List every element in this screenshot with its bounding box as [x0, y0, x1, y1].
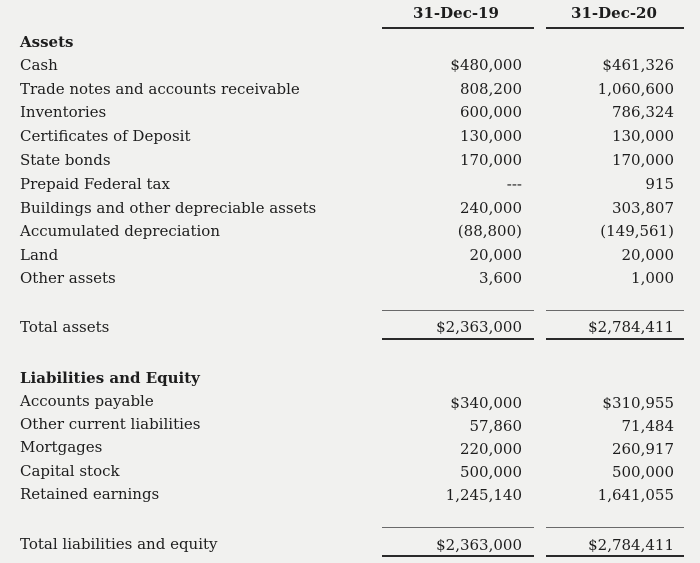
asset-value-2019: 130,000 — [459, 127, 522, 145]
asset-value-2020: 20,000 — [621, 246, 674, 264]
asset-value-2020: (149,561) — [600, 222, 674, 240]
asset-value-2020: 1,000 — [631, 269, 674, 287]
liability-label: Retained earnings — [20, 485, 160, 503]
liability-value-2020: 1,641,055 — [597, 486, 674, 504]
liability-value-2020: 71,484 — [621, 417, 674, 435]
liability-value-2019: $340,000 — [450, 394, 522, 412]
asset-value-2019: --- — [506, 175, 522, 193]
asset-value-2020: 170,000 — [611, 151, 674, 169]
liability-value-2019: 500,000 — [459, 463, 522, 481]
asset-label: Certificates of Deposit — [20, 127, 191, 145]
liability-value-2020: 260,917 — [611, 440, 674, 458]
asset-value-2019: 20,000 — [469, 246, 522, 264]
total-assets-rule-2020 — [546, 310, 684, 311]
header-underline-2019 — [382, 27, 534, 29]
liability-value-2019: 1,245,140 — [445, 486, 522, 504]
total-assets-2020: $2,784,411 — [588, 318, 674, 336]
assets-heading: Assets — [20, 33, 74, 51]
asset-label: Accumulated depreciation — [20, 222, 220, 240]
asset-label: Trade notes and accounts receivable — [20, 80, 300, 98]
asset-value-2019: 808,200 — [459, 80, 522, 98]
asset-value-2019: 170,000 — [459, 151, 522, 169]
total-assets-double-rule-2019 — [382, 338, 534, 340]
total-assets-rule-2019 — [382, 310, 534, 311]
total-liabilities-double-rule-2019 — [382, 555, 534, 557]
liability-value-2019: 220,000 — [459, 440, 522, 458]
asset-value-2020: 786,324 — [611, 103, 674, 121]
asset-value-2019: 600,000 — [459, 103, 522, 121]
asset-value-2019: (88,800) — [457, 222, 522, 240]
total-liabilities-2019: $2,363,000 — [436, 536, 522, 554]
total-liabilities-rule-2020 — [546, 527, 684, 528]
asset-value-2019: $480,000 — [450, 56, 522, 74]
total-liabilities-rule-2019 — [382, 527, 534, 528]
liability-value-2020: $310,955 — [602, 394, 674, 412]
total-assets-label: Total assets — [20, 318, 110, 336]
total-assets-2019: $2,363,000 — [436, 318, 522, 336]
liability-label: Capital stock — [20, 462, 120, 480]
liability-label: Accounts payable — [20, 392, 154, 410]
liability-label: Mortgages — [20, 438, 103, 456]
header-underline-2020 — [546, 27, 684, 29]
asset-label: Other assets — [20, 269, 116, 287]
column-header-2019: 31-Dec-19 — [413, 4, 499, 22]
liability-value-2020: 500,000 — [611, 463, 674, 481]
asset-value-2019: 240,000 — [459, 199, 522, 217]
asset-value-2020: 130,000 — [611, 127, 674, 145]
asset-value-2020: 915 — [645, 175, 674, 193]
asset-label: Land — [20, 246, 59, 264]
asset-label: Buildings and other depreciable assets — [20, 199, 317, 217]
liabilities-heading: Liabilities and Equity — [20, 369, 200, 387]
column-header-2020: 31-Dec-20 — [571, 4, 657, 22]
asset-value-2020: $461,326 — [602, 56, 674, 74]
asset-label: Inventories — [20, 103, 107, 121]
liability-label: Other current liabilities — [20, 415, 201, 433]
asset-label: Prepaid Federal tax — [20, 175, 170, 193]
liability-value-2019: 57,860 — [469, 417, 522, 435]
total-assets-double-rule-2020 — [546, 338, 684, 340]
asset-value-2020: 1,060,600 — [597, 80, 674, 98]
total-liabilities-double-rule-2020 — [546, 555, 684, 557]
total-liabilities-label: Total liabilities and equity — [20, 535, 218, 553]
asset-label: State bonds — [20, 151, 111, 169]
asset-label: Cash — [20, 56, 58, 74]
asset-value-2019: 3,600 — [479, 269, 522, 287]
total-liabilities-2020: $2,784,411 — [588, 536, 674, 554]
asset-value-2020: 303,807 — [611, 199, 674, 217]
